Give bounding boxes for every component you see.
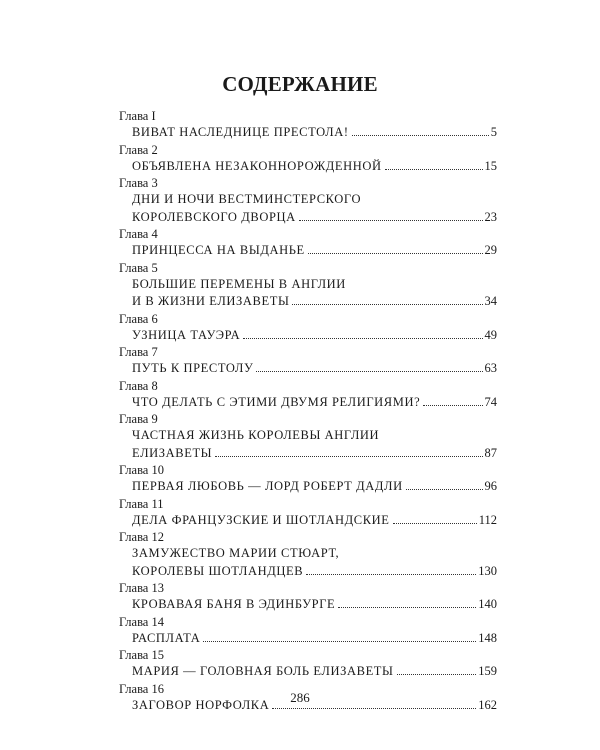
chapter-page-number: 130 (478, 563, 497, 578)
dot-leader (338, 607, 476, 608)
toc-entry (119, 580, 497, 614)
toc-entry (119, 311, 497, 345)
table-of-contents (119, 108, 497, 714)
dot-leader (352, 135, 489, 136)
chapter-page-number: 15 (484, 158, 497, 173)
dot-leader (299, 220, 483, 221)
toc-entry (119, 344, 497, 378)
chapter-title-line (132, 360, 497, 378)
chapter-title: РАСПЛАТА (132, 630, 201, 645)
chapter-label: Глава 2 (119, 142, 158, 157)
chapter-title: ЧТО ДЕЛАТЬ С ЭТИМИ ДВУМЯ РЕЛИГИЯМИ? (132, 394, 421, 409)
chapter-page-number: 148 (478, 630, 497, 645)
toc-entry (119, 529, 497, 580)
chapter-title-line (132, 276, 497, 294)
dot-leader (385, 169, 483, 170)
chapter-title-line (132, 630, 497, 648)
chapter-label: Глава 11 (119, 496, 164, 511)
page-title: СОДЕРЖАНИЕ (222, 72, 378, 96)
chapter-title: ВИВАТ НАСЛЕДНИЦЕ ПРЕСТОЛА! (132, 125, 349, 139)
chapter-title: ПРИНЦЕССА НА ВЫДАНЬЕ (132, 243, 305, 257)
dot-leader (406, 489, 483, 490)
chapter-title: ПУТЬ К ПРЕСТОЛУ (132, 361, 254, 375)
chapter-page-number: 96 (484, 479, 497, 493)
chapter-title: КОРОЛЕВЫ ШОТЛАНДЦЕВ (132, 563, 304, 578)
toc-entry (119, 175, 497, 226)
chapter-label: Глава 15 (119, 648, 164, 662)
dot-leader (203, 641, 476, 642)
chapter-title-line (132, 394, 497, 412)
chapter-page-number: 49 (484, 327, 497, 342)
chapter-label: Глава 6 (119, 311, 158, 326)
chapter-title-line (132, 242, 497, 260)
dot-leader (256, 371, 482, 372)
dot-leader (308, 253, 483, 254)
chapter-page-number: 112 (478, 512, 497, 527)
chapter-title-line (132, 158, 497, 176)
chapter-title-line (132, 209, 497, 227)
chapter-page-number: 162 (478, 697, 497, 712)
chapter-page-number: 34 (484, 294, 497, 308)
chapter-title-line (132, 545, 497, 563)
chapter-page-number: 5 (490, 125, 497, 139)
chapter-title-line (132, 293, 497, 311)
chapter-label: Глава 4 (119, 227, 158, 241)
chapter-title: ЗАГОВОР НОРФОЛКА (132, 697, 270, 712)
chapter-label: Глава 13 (119, 581, 164, 595)
chapter-title: ЗАМУЖЕСТВО МАРИИ СТЮАРТ, (132, 546, 340, 560)
chapter-title-line (132, 596, 497, 614)
chapter-title: ЧАСТНАЯ ЖИЗНЬ КОРОЛЕВЫ АНГЛИИ (132, 428, 380, 442)
toc-entry (119, 260, 497, 311)
chapter-title: УЗНИЦА ТАУЭРА (132, 327, 241, 342)
chapter-title: ПЕРВАЯ ЛЮБОВЬ — ЛОРД РОБЕРТ ДАДЛИ (132, 479, 403, 493)
chapter-title-line (132, 478, 497, 496)
chapter-title-line (132, 563, 497, 581)
toc-entry (119, 226, 497, 260)
toc-entry (119, 142, 497, 176)
chapter-page-number: 63 (484, 361, 497, 375)
chapter-page-number: 159 (478, 664, 497, 678)
toc-entry (119, 496, 497, 530)
dot-leader (306, 574, 476, 575)
chapter-label: Глава 9 (119, 412, 158, 426)
chapter-title: ЕЛИЗАВЕТЫ (132, 445, 213, 460)
chapter-label: Глава 16 (119, 681, 164, 696)
chapter-label: Глава 7 (119, 345, 158, 359)
toc-entry (119, 614, 497, 648)
chapter-title: КОРОЛЕВСКОГО ДВОРЦА (132, 209, 296, 224)
dot-leader (423, 405, 482, 406)
dot-leader (272, 708, 476, 709)
page-number: 286 (290, 690, 310, 705)
dot-leader (393, 523, 477, 524)
chapter-title-line (132, 663, 497, 681)
chapter-label: Глава 12 (119, 530, 164, 544)
chapter-label: Глава 8 (119, 378, 158, 393)
chapter-title: ОБЪЯВЛЕНА НЕЗАКОННОРОЖДЕННОЙ (132, 158, 382, 173)
chapter-title: И В ЖИЗНИ ЕЛИЗАВЕТЫ (132, 294, 290, 308)
chapter-title-line (132, 427, 497, 445)
chapter-title: КРОВАВАЯ БАНЯ В ЭДИНБУРГЕ (132, 597, 336, 611)
toc-entry (119, 378, 497, 412)
chapter-page-number: 87 (484, 445, 497, 460)
chapter-title: БОЛЬШИЕ ПЕРЕМЕНЫ В АНГЛИИ (132, 276, 346, 291)
toc-entry (119, 647, 497, 681)
dot-leader (292, 304, 482, 305)
chapter-label: Глава 14 (119, 614, 164, 629)
chapter-title-line (132, 124, 497, 142)
toc-entry (119, 108, 497, 142)
chapter-title-line (132, 327, 497, 345)
chapter-title: ДНИ И НОЧИ ВЕСТМИНСТЕРСКОГО (132, 192, 362, 206)
chapter-title-line (132, 445, 497, 463)
chapter-page-number: 29 (484, 243, 497, 257)
chapter-title-line (132, 191, 497, 209)
chapter-title: МАРИЯ — ГОЛОВНАЯ БОЛЬ ЕЛИЗАВЕТЫ (132, 664, 394, 678)
chapter-title-line (132, 512, 497, 530)
dot-leader (215, 456, 482, 457)
chapter-page-number: 140 (478, 597, 497, 611)
chapter-title: ДЕЛА ФРАНЦУЗСКИЕ И ШОТЛАНДСКИЕ (132, 512, 390, 527)
chapter-label: Глава 5 (119, 260, 158, 275)
chapter-label: Глава 10 (119, 463, 164, 477)
chapter-page-number: 23 (484, 209, 497, 224)
toc-entry (119, 462, 497, 496)
chapter-page-number: 74 (484, 394, 497, 409)
chapter-label: Глава I (119, 109, 156, 123)
toc-entry (119, 411, 497, 462)
dot-leader (243, 338, 482, 339)
chapter-label: Глава 3 (119, 176, 158, 190)
dot-leader (397, 674, 477, 675)
